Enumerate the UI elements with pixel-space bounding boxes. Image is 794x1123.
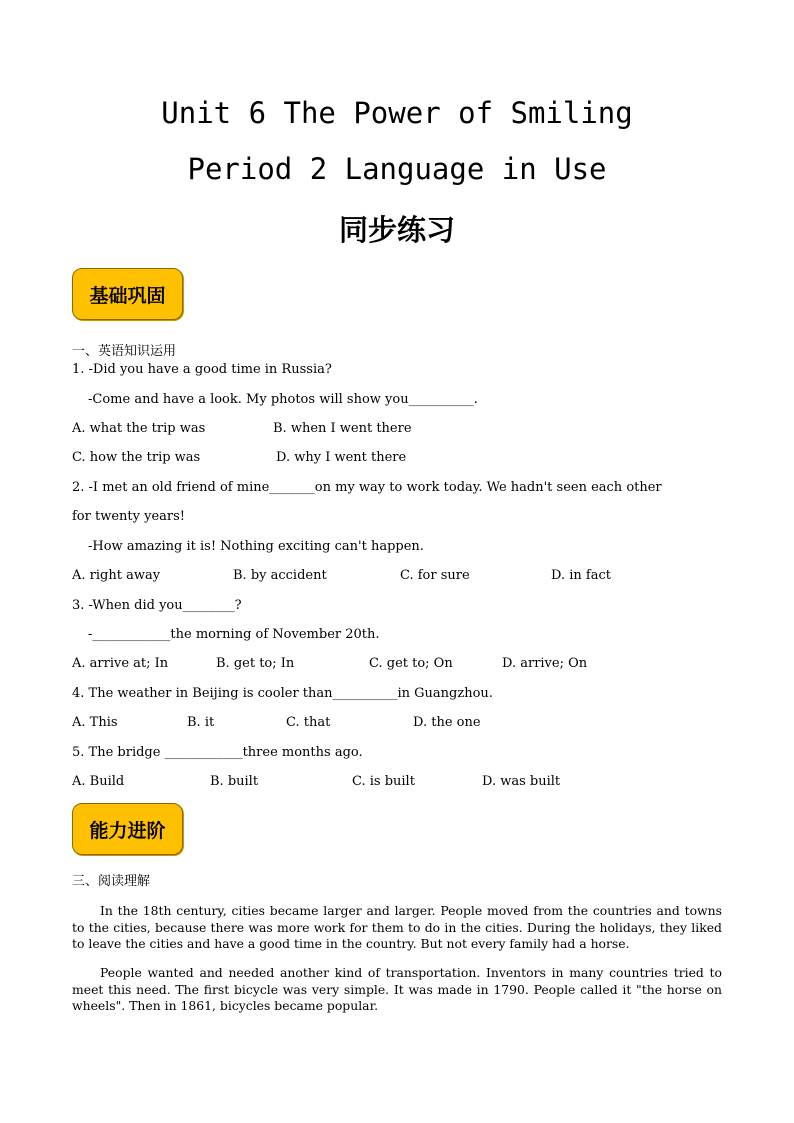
reading-paragraph: In the 18th century, cities became larger and larger. People moved from the countries and towns to the cities, because there was more work for them to do in the cities. During the holidays, they liked to leave the cities and have a good time in the country. But not every family had a horse. xyxy=(72,903,722,951)
question-line: -How amazing it is! Nothing exciting can't happen. xyxy=(88,539,424,554)
answer-option: C. is built xyxy=(352,774,415,789)
answer-option: A. Build xyxy=(72,774,125,789)
answer-option: B. get to; In xyxy=(216,656,295,671)
question-line: 2. -I met an old friend of mine_______on my way to work today. We hadn't seen each other xyxy=(72,480,662,495)
section-heading-reading: 三、阅读理解 xyxy=(72,874,151,889)
answer-option: B. by accident xyxy=(233,568,327,583)
answer-option: D. was built xyxy=(482,774,561,789)
answer-option: C. how the trip was xyxy=(72,450,201,465)
answer-option: D. the one xyxy=(413,715,481,730)
badge-label: 基础巩固 xyxy=(89,284,166,307)
answer-option: B. it xyxy=(187,715,215,730)
section-heading-knowledge: 一、英语知识运用 xyxy=(72,344,177,359)
question-line: for twenty years! xyxy=(72,509,186,524)
section-badge-basic xyxy=(72,268,183,320)
answer-option: D. in fact xyxy=(551,568,611,583)
question-line: 1. -Did you have a good time in Russia? xyxy=(72,362,332,377)
page-heading: 同步练习 xyxy=(338,213,455,247)
answer-option: D. arrive; On xyxy=(502,656,588,671)
page-subtitle: Period 2 Language in Use xyxy=(187,152,607,186)
answer-option: C. get to; On xyxy=(369,656,453,671)
question-line: 3. -When did you________? xyxy=(72,598,242,613)
answer-option: A. This xyxy=(72,715,118,730)
answer-option: D. why I went there xyxy=(276,450,407,465)
answer-option: B. built xyxy=(210,774,259,789)
reading-paragraph: People wanted and needed another kind of transportation. Inventors in many countries tried to meet this need. The first bicycle was very simple. It was made in 1790. People called it "the horse on wheels". Then in 1861, bicycles became popular. xyxy=(72,965,722,1013)
question-line: -Come and have a look. My photos will show you__________. xyxy=(88,392,478,407)
answer-option: C. that xyxy=(286,715,331,730)
question-line: 5. The bridge ____________three months ago. xyxy=(72,745,363,760)
answer-option: A. arrive at; In xyxy=(72,656,169,671)
question-line: -____________the morning of November 20th. xyxy=(88,627,380,642)
answer-option: A. what the trip was xyxy=(72,421,206,436)
section-badge-advanced xyxy=(72,803,183,855)
badge-label: 能力进阶 xyxy=(89,819,166,842)
question-line: 4. The weather in Beijing is cooler than__________in Guangzhou. xyxy=(72,686,493,701)
answer-option: A. right away xyxy=(72,568,161,583)
answer-option: C. for sure xyxy=(400,568,470,583)
answer-option: B. when I went there xyxy=(273,421,412,436)
page-title: Unit 6 The Power of Smiling xyxy=(161,96,633,130)
